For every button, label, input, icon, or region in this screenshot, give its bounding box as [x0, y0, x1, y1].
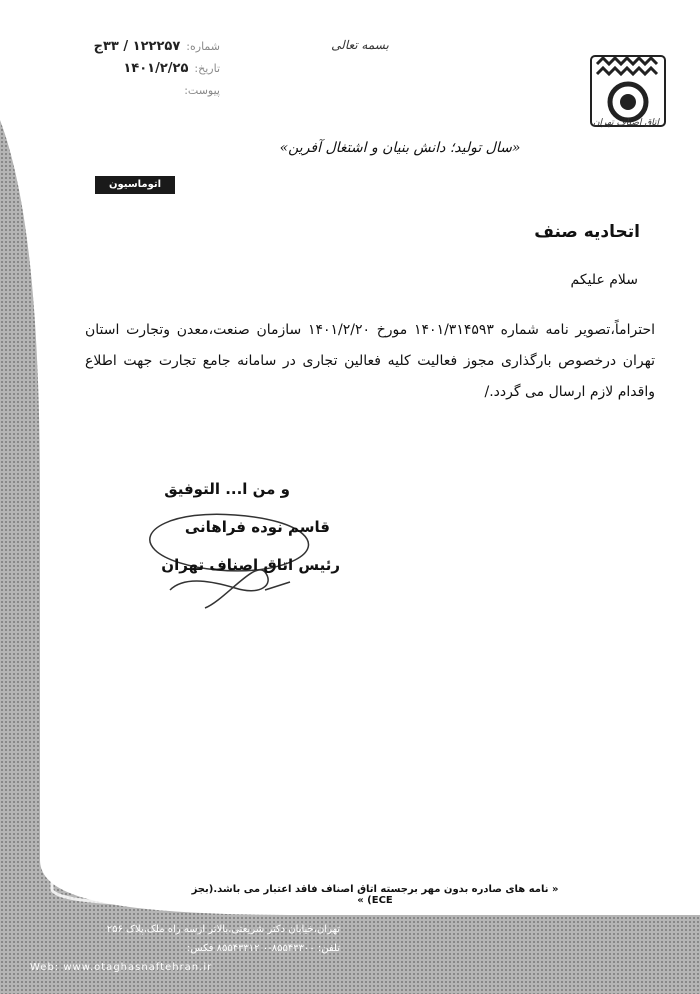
logo-caption: اتاق اصناف تهران — [592, 118, 660, 128]
footer-address: تهران،خیابان دکتر شریعتی،بالاتر ازسه راه ملک،پلاک ۲۵۶ — [106, 924, 340, 935]
closing-line: و من ا... التوفیق — [164, 480, 290, 498]
footer-contact — [30, 920, 340, 977]
letter-date: ۱۴۰۱/۲/۲۵ — [123, 61, 189, 76]
signer-name: قاسم نوده فراهانی — [184, 518, 330, 536]
letter-meta — [20, 36, 220, 102]
letter-number: ۱۲۲۲۵۷ / ۳۳ج — [93, 39, 181, 54]
recipient: اتحادیه صنف — [534, 222, 640, 242]
date-label: تاریخ: — [194, 62, 220, 75]
slogan: «سال تولید؛ دانش بنیان و اشتغال آفرین» — [279, 140, 521, 156]
footer-phone: تلفن: ۸۵۵۴۳۳۰۰-۰ ۸۵۵۴۳۳۱۲ فکس: — [186, 943, 340, 954]
signature-scribble — [115, 490, 345, 620]
validity-notice: « نامه های صادره بدون مهر برجسته اتاق اصناف فاقد اعتبار می باشد.(بجز ECE) » — [191, 884, 559, 906]
greeting: سلام علیکم — [570, 272, 638, 288]
footer-website: Web: www.otaghasnaftehran.ir — [30, 962, 213, 973]
heading-bismillah: بسمه تعالی — [331, 38, 389, 52]
letter-body: احتراماً،تصویر نامه شماره ۱۴۰۱/۳۱۴۵۹۳ مورخ ۱۴۰۱/۲/۲۰ سازمان صنعت،معدن وتجارت استان تهران درخصوص بارگذاری مجوز فعالیت کلیه فعالین تجاری در سامانه جامع تجارت جهت اطلاع واقدام لازم ارسال می گردد./ — [85, 322, 655, 400]
attachment-row — [20, 80, 220, 102]
date-row — [20, 58, 220, 80]
attachment-label: پیوست: — [184, 84, 220, 97]
signer-title: رئیس اتاق اصناف تهران — [161, 556, 340, 574]
automation-tag: اتوماسیون اداری — [95, 176, 175, 194]
number-label: شماره: — [186, 40, 220, 53]
number-row — [20, 36, 220, 58]
